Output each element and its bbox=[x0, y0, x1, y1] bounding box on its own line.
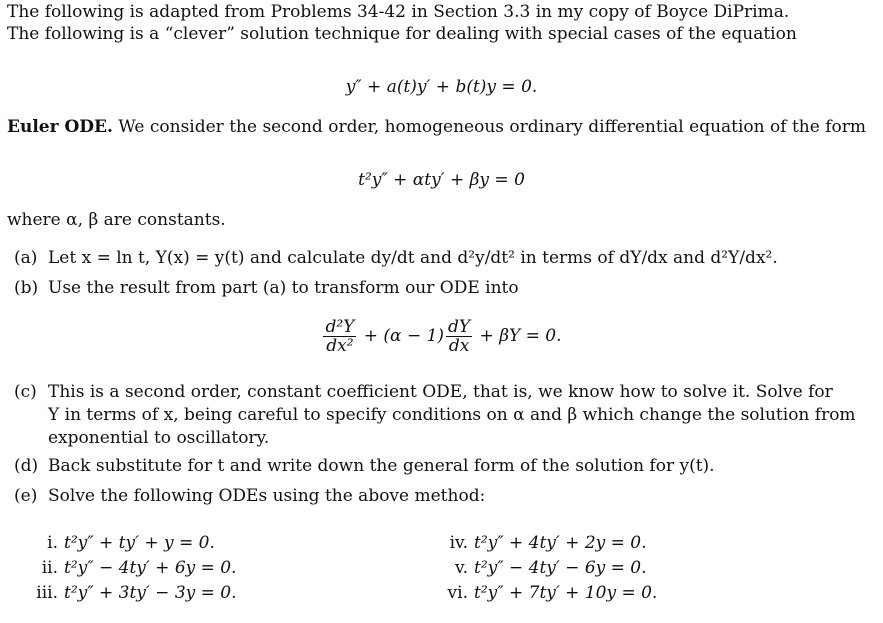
part-d-text: Back substitute for t and write down the general form of the solution for y(t). bbox=[48, 456, 715, 476]
part-e-text: Solve the following ODEs using the above method: bbox=[48, 486, 486, 506]
intro-line-1: The following is adapted from Problems 34-42 in Section 3.3 in my copy of Boyce DiPrima. bbox=[7, 2, 790, 22]
subproblem-ii: ii. t²y″ − 4ty′ + 6y = 0. bbox=[41, 558, 237, 578]
general-equation: y″ + a(t)y′ + b(t)y = 0. bbox=[345, 77, 538, 97]
constants-note: where α, β are constants. bbox=[7, 210, 226, 230]
part-c-line-2: Y in terms of x, being careful to specify conditions on α and β which change the solution from bbox=[48, 405, 856, 425]
part-b-label: (b) bbox=[14, 278, 39, 298]
eq-middle-term: + (α − 1) bbox=[358, 326, 445, 346]
part-e-label: (e) bbox=[14, 486, 38, 506]
euler-paragraph bbox=[7, 117, 866, 137]
subproblem-iii: iii. t²y″ + 3ty′ − 3y = 0. bbox=[36, 583, 237, 603]
subproblem-iv: iv. t²y″ + 4ty′ + 2y = 0. bbox=[449, 533, 647, 553]
euler-equation: t²y″ + αty′ + βy = 0 bbox=[358, 170, 525, 190]
intro-line-2: The following is a “clever” solution technique for dealing with special cases of the equation bbox=[7, 24, 797, 44]
euler-heading: Euler ODE. bbox=[7, 117, 113, 137]
subproblem-i: i. t²y″ + ty′ + y = 0. bbox=[47, 533, 215, 553]
part-b bbox=[14, 278, 519, 298]
part-e bbox=[14, 486, 485, 506]
part-a-text: Let x = ln t, Y(x) = y(t) and calculate dy/dt and d²y/dt² in terms of dY/dx and d²Y/dx². bbox=[48, 248, 778, 268]
part-c-label: (c) bbox=[14, 382, 37, 402]
part-a-label: (a) bbox=[14, 248, 38, 268]
part-c-line-3: exponential to oscillatory. bbox=[48, 428, 270, 448]
part-c-line-1: (c) This is a second order, constant coefficient ODE, that is, we know how to solve it. Solve for bbox=[14, 382, 833, 402]
subproblems-right-column bbox=[410, 531, 657, 606]
part-a bbox=[14, 248, 778, 268]
subproblems-left-column bbox=[0, 531, 237, 606]
part-d bbox=[14, 456, 715, 476]
subproblem-vi: vi. t²y″ + 7ty′ + 10y = 0. bbox=[447, 583, 658, 603]
fraction-dY-dx: $\frac{dY}{dx}$ bbox=[448, 317, 471, 356]
transformed-equation bbox=[0, 318, 883, 355]
fraction-d2Y-dx2: $\frac{\text{d²Y}}{\text{dx²}}$ bbox=[325, 317, 355, 356]
subproblem-v: v. t²y″ − 4ty′ − 6y = 0. bbox=[455, 558, 647, 578]
eq-end-term: + βY = 0. bbox=[474, 326, 562, 346]
part-d-label: (d) bbox=[14, 456, 39, 476]
euler-text: We consider the second order, homogeneous ordinary differential equation of the form bbox=[112, 117, 866, 137]
part-b-text: Use the result from part (a) to transform our ODE into bbox=[48, 278, 519, 298]
